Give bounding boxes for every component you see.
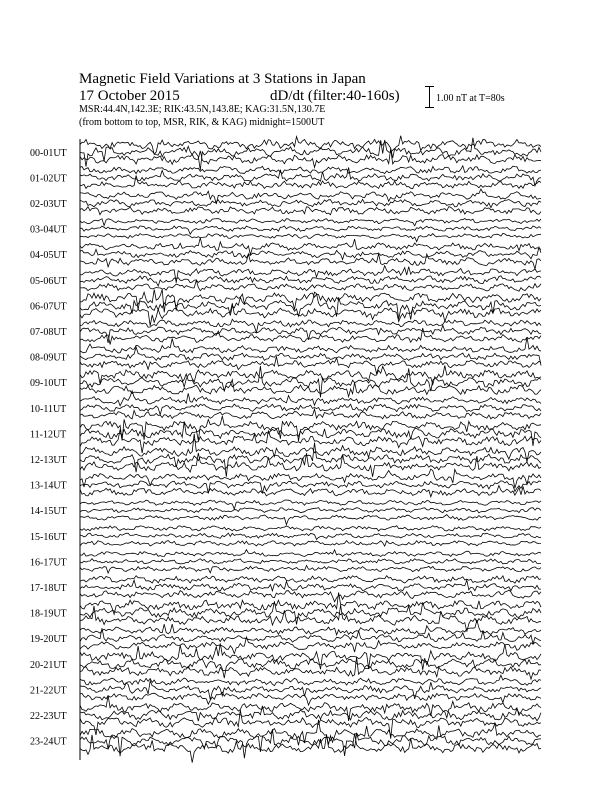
trace-rik — [80, 559, 541, 564]
trace-kag — [80, 290, 541, 313]
trace-msr — [80, 710, 541, 739]
trace-kag — [80, 675, 541, 686]
row-label: 22-23UT — [30, 711, 67, 722]
row-label: 05-06UT — [30, 275, 67, 287]
trace-rik — [80, 292, 541, 319]
trace-rik — [80, 226, 541, 234]
trace-msr — [80, 207, 541, 215]
trace-kag — [80, 266, 541, 283]
trace-kag — [80, 720, 541, 746]
trace-msr — [80, 233, 541, 241]
trace-rik — [80, 199, 541, 207]
trace-kag — [80, 643, 541, 669]
row-label: 13-14UT — [30, 480, 67, 492]
trace-kag — [80, 238, 541, 255]
trace-msr — [80, 733, 541, 762]
row-label: 03-04UT — [30, 224, 67, 236]
trace-rik — [80, 659, 541, 678]
trace-msr — [80, 486, 541, 497]
row-label: 21-22UT — [30, 685, 67, 697]
trace-kag — [80, 434, 541, 462]
row-label: 00-01UT — [30, 147, 67, 159]
trace-kag — [80, 620, 541, 635]
row-label: 12-13UT — [30, 455, 67, 466]
trace-rik — [80, 725, 541, 758]
trace-rik — [80, 167, 541, 185]
row-label: 09-10UT — [30, 378, 67, 390]
trace-rik — [80, 508, 541, 513]
trace-kag — [80, 391, 541, 406]
trace-msr — [80, 565, 541, 573]
trace-msr — [80, 515, 541, 525]
trace-rik — [80, 580, 541, 591]
trace-kag — [80, 696, 541, 721]
trace-kag — [80, 219, 541, 226]
chart-title: Magnetic Field Variations at 3 Stations in Japan — [79, 71, 366, 87]
trace-rik — [80, 681, 541, 700]
chart-date: 17 October 2015 — [79, 88, 180, 104]
trace-msr — [80, 541, 541, 547]
row-label: 19-20UT — [30, 634, 67, 646]
row-label: 08-09UT — [30, 352, 67, 364]
trace-kag — [80, 576, 541, 583]
trace-rik — [80, 325, 541, 343]
trace-msr — [80, 430, 541, 453]
row-label: 15-16UT — [30, 531, 67, 543]
row-label: 18-19UT — [30, 608, 67, 620]
station-coordinates: MSR:44.4N,142.3E; RIK:43.5N,143.8E; KAG:31.5N,130.7E — [79, 104, 326, 115]
trace-msr — [80, 176, 541, 189]
trace-rik — [80, 628, 541, 644]
trace-kag — [80, 366, 541, 388]
trace-msr — [80, 328, 541, 345]
trace-kag — [80, 500, 541, 509]
trace-kag — [80, 166, 541, 174]
trace-kag — [80, 526, 541, 531]
trace-msr — [80, 254, 541, 269]
trace-rik — [80, 276, 541, 286]
row-label: 07-08UT — [30, 327, 67, 338]
trace-msr — [80, 692, 541, 705]
row-label: 11-12UT — [30, 429, 67, 441]
row-label: 01-02UT — [30, 173, 67, 185]
row-label: 20-21UT — [30, 659, 67, 671]
row-label: 14-15UT — [30, 506, 67, 518]
row-label: 02-03UT — [30, 199, 67, 210]
row-label: 10-11UT — [30, 403, 67, 415]
row-label: 04-05UT — [30, 250, 67, 262]
scale-label: 1.00 nT at T=80s — [436, 93, 505, 104]
trace-msr — [80, 590, 541, 602]
row-label: 23-24UT — [30, 736, 67, 748]
trace-kag — [80, 550, 541, 557]
filter-label: dD/dt (filter:40-160s) — [270, 88, 400, 104]
row-label: 06-07UT — [30, 301, 67, 313]
station-order-note: (from bottom to top, MSR, RIK, & KAG) midnight=1500UT — [79, 117, 325, 128]
row-label: 17-18UT — [30, 583, 67, 594]
trace-rik — [80, 533, 541, 539]
trace-kag — [80, 337, 541, 353]
row-label: 16-17UT — [30, 557, 67, 569]
